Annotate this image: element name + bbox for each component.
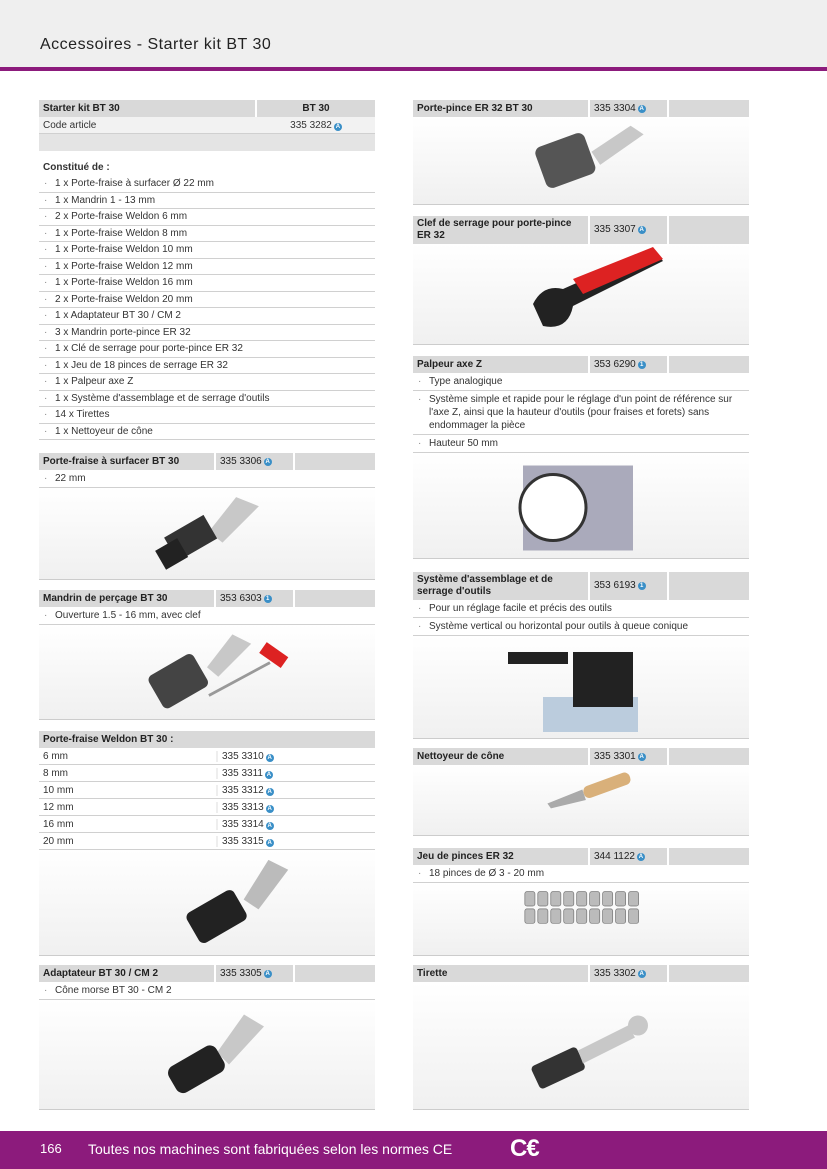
contents-item: · 1 x Mandrin 1 - 13 mm [39,193,375,210]
product-image [413,453,749,559]
weldon-code: 335 3313 [222,801,264,813]
product-feature: · Type analogique [413,373,749,391]
weldon-size: 16 mm [43,818,74,830]
product-title: Porte-pince ER 32 BT 30 [413,100,590,117]
contents-item: · 2 x Porte-fraise Weldon 20 mm [39,292,375,309]
availability-badge: A [638,853,644,860]
weldon-code: 335 3312 [222,784,264,796]
weldon-row [39,799,375,816]
product-title: Adaptateur BT 30 / CM 2 [39,965,216,982]
product-title: Porte-fraise à surfacer BT 30 [39,453,216,470]
contents-item: · 1 x Porte-fraise Weldon 12 mm [39,259,375,276]
availability-badge: A [267,822,272,829]
ce-logo: C€ [510,1135,539,1162]
code-label: Code article [43,119,97,131]
collet-set-icon [413,883,749,955]
availability-badge: 1 [638,361,646,369]
product-title: Nettoyeur de cône [413,748,590,765]
page-number: 166 [40,1141,62,1156]
weldon-row [39,816,375,833]
availability-badge: A [335,123,341,130]
product-palpeur [413,356,749,559]
weldon-size: 10 mm [43,784,74,796]
header-divider [0,67,827,71]
weldon-image [39,850,375,956]
tool-stand-icon [413,636,749,738]
product-nettoyeur [413,748,749,836]
contents-item: · 1 x Clé de serrage pour porte-pince ER 32 [39,341,375,358]
product-feature: · Cône morse BT 30 - CM 2 [39,982,375,1000]
cone-cleaner-icon [413,765,749,835]
product-code: 353 6303 [220,592,262,604]
product-adaptateur [39,965,375,1110]
availability-badge: A [265,970,270,977]
product-title: Palpeur axe Z [413,356,590,373]
weldon-row [39,748,375,765]
product-title: Tirette [413,965,590,982]
contents-item: · 1 x Nettoyeur de cône [39,424,375,441]
weldon-holder-icon [39,850,375,955]
weldon-code: 335 3314 [222,818,264,830]
product-code: 344 1122 [594,850,635,862]
starter-title: Starter kit BT 30 [39,100,257,117]
contents-item: · 3 x Mandrin porte-pince ER 32 [39,325,375,342]
product-porte-pince [413,100,749,205]
product-image [413,765,749,836]
product-feature: · Hauteur 50 mm [413,435,749,453]
product-image [413,117,749,205]
product-feature: · Système simple et rapide pour le réglage d'un point de référence sur l'axe Z, ainsi que la hauteur d'outils (pour fraises et forets) sans endommager la pièce [413,391,749,435]
availability-badge: 1 [264,595,272,603]
availability-badge: 1 [638,582,646,590]
product-code: 335 3304 [594,102,636,114]
tool-holder-icon [39,488,375,579]
product-clef-serrage [413,216,749,345]
page-footer [0,1131,827,1169]
contents-item: · 1 x Adaptateur BT 30 / CM 2 [39,308,375,325]
product-image [39,625,375,720]
availability-badge: A [639,753,644,760]
product-feature: · Pour un réglage facile et précis des outils [413,600,749,618]
contents-item: · 1 x Palpeur axe Z [39,374,375,391]
weldon-title: Porte-fraise Weldon BT 30 : [43,733,174,745]
availability-badge: A [267,754,272,761]
contents-item: · 1 x Porte-fraise à surfacer Ø 22 mm [39,176,375,193]
product-feature: · Ouverture 1.5 - 16 mm, avec clef [39,607,375,625]
product-image [413,636,749,739]
product-title: Jeu de pinces ER 32 [413,848,590,865]
product-jeu-pinces [413,848,749,956]
contents-item: · 1 x Porte-fraise Weldon 8 mm [39,226,375,243]
product-feature: · 18 pinces de Ø 3 - 20 mm [413,865,749,883]
contents-item: · 1 x Jeu de 18 pinces de serrage ER 32 [39,358,375,375]
contents-item: · 1 x Système d'assemblage et de serrage d'outils [39,391,375,408]
product-code: 335 3305 [220,967,262,979]
adapter-icon [39,1000,375,1109]
product-image [413,883,749,956]
product-feature: · Système vertical ou horizontal pour outils à queue conique [413,618,749,636]
product-tirette [413,965,749,1110]
contents-item: · 1 x Porte-fraise Weldon 16 mm [39,275,375,292]
availability-badge: A [639,970,644,977]
weldon-size: 12 mm [43,801,74,813]
product-image [39,488,375,580]
contents-item: · 1 x Porte-fraise Weldon 10 mm [39,242,375,259]
product-code: 353 6193 [594,580,636,591]
product-code: 353 6290 [594,358,636,370]
weldon-row [39,833,375,850]
weldon-code: 335 3311 [222,767,263,779]
page-header [0,0,827,67]
pull-stud-icon [413,982,749,1109]
contents-title: Constitué de : [43,162,110,173]
weldon-row [39,765,375,782]
contents-item: · 14 x Tirettes [39,407,375,424]
product-code: 335 3301 [594,750,636,762]
product-mandrin-percage [39,590,375,720]
starter-col: BT 30 [302,102,330,114]
product-image [413,244,749,345]
footer-text: Toutes nos machines sont fabriquées selon les normes CE [88,1141,453,1157]
weldon-size: 6 mm [43,750,68,762]
weldon-code: 335 3315 [222,835,264,847]
starter-kit-table [39,100,375,445]
product-feature: · 22 mm [39,470,375,488]
availability-badge: A [639,105,644,112]
product-code: 335 3306 [220,455,262,467]
product-code: 335 3302 [594,967,636,979]
product-image [413,982,749,1110]
product-porte-fraise-surfacer [39,453,375,580]
product-code: 335 3307 [594,224,636,235]
product-title: Mandrin de perçage BT 30 [39,590,216,607]
collet-chuck-icon [413,117,749,204]
code-value: 335 3282 [290,119,332,131]
product-image [39,1000,375,1110]
product-title: Système d'assemblage et de serrage d'outils [413,572,590,600]
availability-badge: A [267,839,272,846]
weldon-row [39,782,375,799]
weldon-code: 335 3310 [222,750,264,762]
product-title: Clef de serrage pour porte-pince ER 32 [413,216,590,244]
weldon-size: 20 mm [43,835,74,847]
product-systeme-assemblage [413,572,749,739]
availability-badge: A [639,227,644,233]
contents-item: · 2 x Porte-fraise Weldon 6 mm [39,209,375,226]
availability-badge: A [266,771,272,778]
availability-badge: A [267,788,272,795]
weldon-size: 8 mm [43,767,68,779]
availability-badge: A [267,805,272,812]
weldon-table [39,731,375,956]
availability-badge: A [265,458,270,465]
contents-list [39,176,375,440]
drill-chuck-icon [39,625,375,719]
dial-gauge-icon [413,453,749,558]
wrench-icon [413,244,749,344]
page-title: Accessoires - Starter kit BT 30 [40,36,272,53]
